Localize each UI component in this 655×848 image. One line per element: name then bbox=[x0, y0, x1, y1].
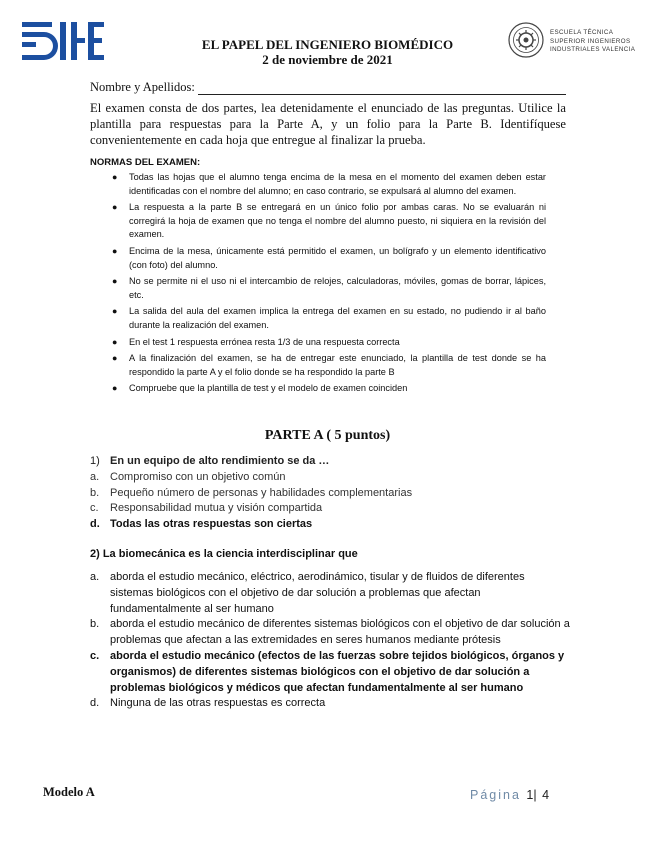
bullet-icon: ● bbox=[112, 306, 118, 317]
answer-option bbox=[90, 486, 570, 502]
option-text: Todas las otras respuestas son ciertas bbox=[110, 517, 313, 530]
bullet-icon: ● bbox=[112, 245, 118, 256]
rule-item bbox=[112, 275, 546, 302]
option-letter: d. bbox=[90, 697, 100, 710]
page-label: Página bbox=[470, 788, 521, 802]
option-text: aborda el estudio mecánico, eléctrico, aerodinámico, tisular y de fluidos de diferentes sistemas biológicos con el objetivo de dar solución a problemas que afectan fundamentalmente al ser humano bbox=[110, 571, 525, 615]
answer-option bbox=[90, 617, 570, 649]
option-text: Ninguna de las otras respuestas es correcta bbox=[110, 697, 326, 710]
answer-option bbox=[90, 649, 570, 696]
rule-text: A la finalización del examen, se ha de entregar este enunciado, la plantilla de test donde se ha respondido la parte A y el folio donde se ha respondido la parte B bbox=[129, 353, 546, 377]
question-1-stem bbox=[90, 455, 570, 467]
die-logo bbox=[22, 20, 104, 60]
bullet-icon: ● bbox=[112, 202, 118, 213]
rule-text: Compruebe que la plantilla de test y el modelo de examen coinciden bbox=[129, 383, 408, 394]
rule-text: La respuesta a la parte B se entregará en un único folio por ambas caras. No se evaluarán ni corregirá la hoja de examen que no tenga el nombre del alumno puesto, ni siquiera en la revisión del examen. bbox=[129, 202, 546, 240]
name-label: Nombre y Apellidos: bbox=[90, 80, 195, 94]
rule-item bbox=[112, 382, 546, 396]
option-letter: c. bbox=[90, 502, 99, 514]
rule-item bbox=[112, 336, 546, 350]
option-letter: b. bbox=[90, 618, 100, 631]
bullet-icon: ● bbox=[112, 172, 118, 182]
answer-option bbox=[90, 470, 570, 486]
exam-title: EL PAPEL DEL INGENIERO BIOMÉDICO bbox=[201, 37, 454, 52]
rule-item bbox=[112, 352, 546, 379]
rule-text: Todas las hojas que el alumno tenga encima de la mesa en el momento del examen deben estar identificadas con el nombre del alumno; en caso contrario, se expulsará al alumno del examen. bbox=[129, 172, 546, 196]
rules-list bbox=[112, 171, 546, 399]
etsii-line-2: SUPERIOR INGENIEROS bbox=[550, 37, 631, 45]
page-number: 1 bbox=[526, 788, 534, 802]
bullet-icon: ● bbox=[112, 383, 118, 394]
rule-text: En el test 1 respuesta errónea resta 1/3 de una respuesta correcta bbox=[129, 336, 400, 347]
part-a-title: PARTE A ( 5 puntos) bbox=[264, 428, 391, 443]
option-text: Responsabilidad mutua y visión compartida bbox=[110, 502, 323, 514]
question-1-text: En un equipo de alto rendimiento se da … bbox=[110, 455, 330, 467]
option-letter: b. bbox=[90, 486, 100, 499]
option-letter: c. bbox=[90, 649, 100, 662]
rule-item bbox=[112, 201, 546, 242]
question-2 bbox=[90, 548, 570, 712]
option-text: Pequeño número de personas y habilidades complementarias bbox=[110, 486, 413, 499]
rule-item bbox=[112, 245, 546, 272]
rule-item bbox=[112, 305, 546, 332]
rule-text: Encima de la mesa, únicamente está permitido el examen, un bolígrafo y un elemento identificativo (con foto) del alumno. bbox=[129, 245, 546, 270]
question-1 bbox=[90, 455, 570, 532]
answer-option bbox=[90, 517, 570, 533]
option-letter: a. bbox=[90, 571, 100, 583]
exam-model: Modelo A bbox=[43, 785, 95, 799]
etsii-line-1: ESCUELA TÉCNICA bbox=[550, 29, 614, 36]
question-1-number: 1) bbox=[90, 455, 100, 467]
page-indicator bbox=[470, 788, 549, 802]
option-letter: d. bbox=[90, 517, 100, 530]
option-text: Compromiso con un objetivo común bbox=[110, 471, 286, 483]
bullet-icon: ● bbox=[112, 336, 118, 347]
option-letter: a. bbox=[90, 471, 100, 483]
rule-item bbox=[112, 171, 546, 198]
page-total: 4 bbox=[542, 788, 550, 802]
page-separator: | bbox=[533, 788, 537, 802]
answer-option bbox=[90, 570, 570, 617]
bullet-icon: ● bbox=[112, 276, 118, 287]
exam-date: 2 de noviembre de 2021 bbox=[262, 52, 393, 67]
question-2-stem: 2) La biomecánica es la ciencia interdisciplinar que bbox=[90, 548, 358, 560]
intro-paragraph: El examen consta de dos partes, lea detenidamente el enunciado de las preguntas. Utilice la plantilla para respuestas para la Parte A, y un folio para la Parte B. Identifíquese convenientemente en cada hoja que entregue al finalizar la prueba. bbox=[90, 101, 566, 147]
rules-title: NORMAS DEL EXAMEN: bbox=[90, 157, 201, 168]
name-line bbox=[198, 83, 566, 95]
option-text: aborda el estudio mecánico de diferentes sistemas biológicos con el objetivo de dar solución a problemas que afectan a las extremidades en seres humanos mediante prótesis bbox=[110, 618, 570, 647]
name-field bbox=[90, 80, 566, 95]
option-text: aborda el estudio mecánico (efectos de las fuerzas sobre tejidos biológicos, órganos y organismos) de diferentes sistemas biológicos con el objetivo de dar solución a problemas biológicos y médicos que afectan fundamentalmente al ser humano bbox=[110, 649, 565, 694]
exam-title-block bbox=[150, 37, 505, 67]
rule-text: La salida del aula del examen implica la entrega del examen en su estado, no pudiendo ir al baño durante la realización del examen. bbox=[129, 306, 546, 330]
etsii-logo bbox=[508, 22, 636, 62]
bullet-icon: ● bbox=[112, 353, 118, 364]
etsii-line-3: INDUSTRIALES VALENCIA bbox=[550, 46, 636, 53]
seal-icon bbox=[508, 22, 544, 58]
answer-option bbox=[90, 501, 570, 517]
rule-text: No se permite ni el uso ni el intercambio de relojes, calculadoras, móviles, gomas de borrar, lápices, etc. bbox=[129, 276, 546, 300]
answer-option bbox=[90, 696, 570, 712]
